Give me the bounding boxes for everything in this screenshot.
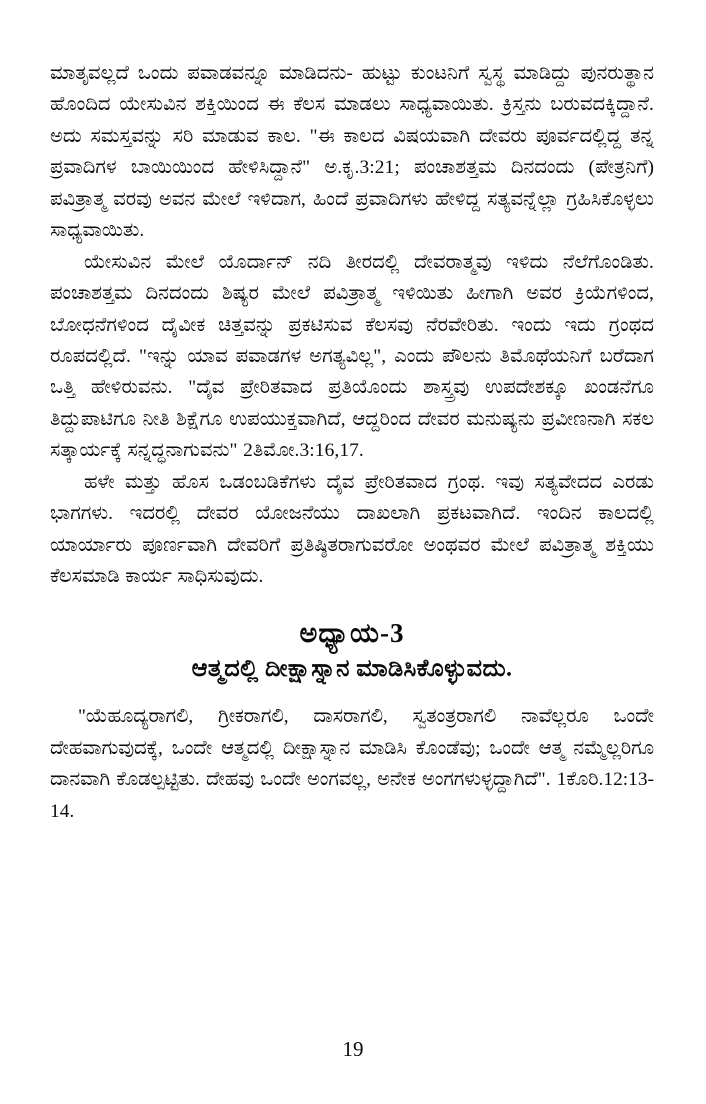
body-text-block	[50, 58, 654, 592]
page-number: 19	[342, 1037, 364, 1061]
chapter-subtitle: ಆತ್ಮದಲ್ಲಿ ದೀಕ್ಷಾಸ್ನಾನ ಮಾಡಿಸಿಕೊಳ್ಳುವದು.	[191, 656, 513, 683]
chapter-heading: ಅಧ್ಯಾಯ-3	[299, 618, 405, 649]
paragraph: ಯೇಸುವಿನ ಮೇಲೆ ಯೊರ್ದಾನ್ ನದಿ ತೀರದಲ್ಲಿ ದೇವರಾತ್ಮವು ಇಳಿದು ನೆಲೆಗೊಂಡಿತು. ಪಂಚಾಶತ್ತಮ ದಿನದಂದು ಶಿಷ್ಯರ ಮೇಲೆ ಪವಿತ್ರಾತ್ಮ ಇಳಿಯಿತು ಹೀಗಾಗಿ ಅವರ ಕ್ರಿಯೆಗಳಿಂದ, ಬೋಧನೆಗಳಿಂದ ದೈವೀಕ ಚಿತ್ತವನ್ನು ಪ್ರಕಟಿಸುವ ಕೆಲಸವು ನೆರವೇರಿತು. ಇಂದು ಇದು ಗ್ರಂಥದ ರೂಪದಲ್ಲಿದೆ. "ಇನ್ನು ಯಾವ ಪವಾಡಗಳ ಅಗತ್ಯವಿಲ್ಲ", ಎಂದು ಪೌಲನು ತಿಮೊಥೆಯನಿಗೆ ಬರೆದಾಗ ಒತ್ತಿ ಹೇಳಿರುವನು. "ದೈವ ಪ್ರೇರಿತವಾದ ಪ್ರತಿಯೊಂದು ಶಾಸ್ತ್ರವು ಉಪದೇಶಕ್ಕೂ ಖಂಡನೆಗೂ ತಿದ್ದುಪಾಟಿಗೂ ನೀತಿ ಶಿಕ್ಷೆಗೂ ಉಪಯುಕ್ತವಾಗಿದೆ, ಆದ್ದರಿಂದ ದೇವರ ಮನುಷ್ಯನು ಪ್ರವೀಣನಾಗಿ ಸಕಲ ಸತ್ಕಾರ್ಯಕ್ಕೆ ಸನ್ನದ್ಧನಾಗುವನು" 2ತಿಮೋ.3:16,17.	[50, 251, 654, 462]
scripture-quote: "ಯೆಹೂದ್ಯರಾಗಲಿ, ಗ್ರೀಕರಾಗಲಿ, ದಾಸರಾಗಲಿ, ಸ್ವತಂತ್ರರಾಗಲಿ ನಾವೆಲ್ಲರೂ ಒಂದೇ ದೇಹವಾಗುವುದಕ್ಕೆ, ಒಂದೇ ಆತ್ಮದಲ್ಲಿ ದೀಕ್ಷಾಸ್ನಾನ ಮಾಡಿಸಿ ಕೊಂಡೆವು; ಒಂದೇ ಆತ್ಮ ನಮ್ಮೆಲ್ಲರಿಗೂ ದಾನವಾಗಿ ಕೊಡಲ್ಪಟ್ಟಿತು. ದೇಹವು ಒಂದೇ ಅಂಗವಲ್ಲ, ಅನೇಕ ಅಂಗಗಳುಳ್ಳದ್ದಾಗಿದೆ". 1ಕೊರಿ.12:13-14.	[50, 706, 654, 822]
paragraph: ಮಾತೃವಲ್ಲದೆ ಒಂದು ಪವಾಡವನ್ನೂ ಮಾಡಿದನು- ಹುಟ್ಟು ಕುಂಟನಿಗೆ ಸ್ವಸ್ಥ ಮಾಡಿದ್ದು ಪುನರುತ್ಥಾನ ಹೊಂದಿದ ಯೇಸುವಿನ ಶಕ್ತಿಯಿಂದ ಈ ಕೆಲಸ ಮಾಡಲು ಸಾಧ್ಯವಾಯಿತು. ಕ್ರಿಸ್ತನು ಬರುವದಕ್ಕಿದ್ದಾನೆ. ಅದು ಸಮಸ್ತವನ್ನು ಸರಿ ಮಾಡುವ ಕಾಲ. "ಈ ಕಾಲದ ವಿಷಯವಾಗಿ ದೇವರು ಪೂರ್ವದಲ್ಲಿದ್ದ ತನ್ನ ಪ್ರವಾದಿಗಳ ಬಾಯಿಯಿಂದ ಹೇಳಿಸಿದ್ದಾನೆ" ಅ.ಕೃ.3:21; ಪಂಚಾಶತ್ತಮ ದಿನದಂದು (ಪೇತ್ರನಿಗೆ) ಪವಿತ್ರಾತ್ಮ ವರವು ಅವನ ಮೇಲೆ ಇಳಿದಾಗ, ಹಿಂದೆ ಪ್ರವಾದಿಗಳು ಹೇಳಿದ್ದ ಸತ್ಯವನ್ನೆಲ್ಲಾ ಗ್ರಹಿಸಿಕೊಳ್ಳಲು ಸಾಧ್ಯವಾಯಿತು.	[50, 63, 654, 242]
paragraph: ಹಳೇ ಮತ್ತು ಹೊಸ ಒಡಂಬಡಿಕೆಗಳು ದೈವ ಪ್ರೇರಿತವಾದ ಗ್ರಂಥ. ಇವು ಸತ್ಯವೇದದ ಎರಡು ಭಾಗಗಳು. ಇದರಲ್ಲಿ ದೇವರ ಯೋಜನೆಯು ದಾಖಲಾಗಿ ಪ್ರಕಟವಾಗಿದೆ. ಇಂದಿನ ಕಾಲದಲ್ಲಿ ಯಾರ್ಯಾರು ಪೂರ್ಣವಾಗಿ ದೇವರಿಗೆ ಪ್ರತಿಷ್ಠಿತರಾಗುವರೋ ಅಂಥವರ ಮೇಲೆ ಪವಿತ್ರಾತ್ಮ ಶಕ್ತಿಯು ಕೆಲಸಮಾಡಿ ಕಾರ್ಯ ಸಾಧಿಸುವುದು.	[50, 471, 654, 587]
